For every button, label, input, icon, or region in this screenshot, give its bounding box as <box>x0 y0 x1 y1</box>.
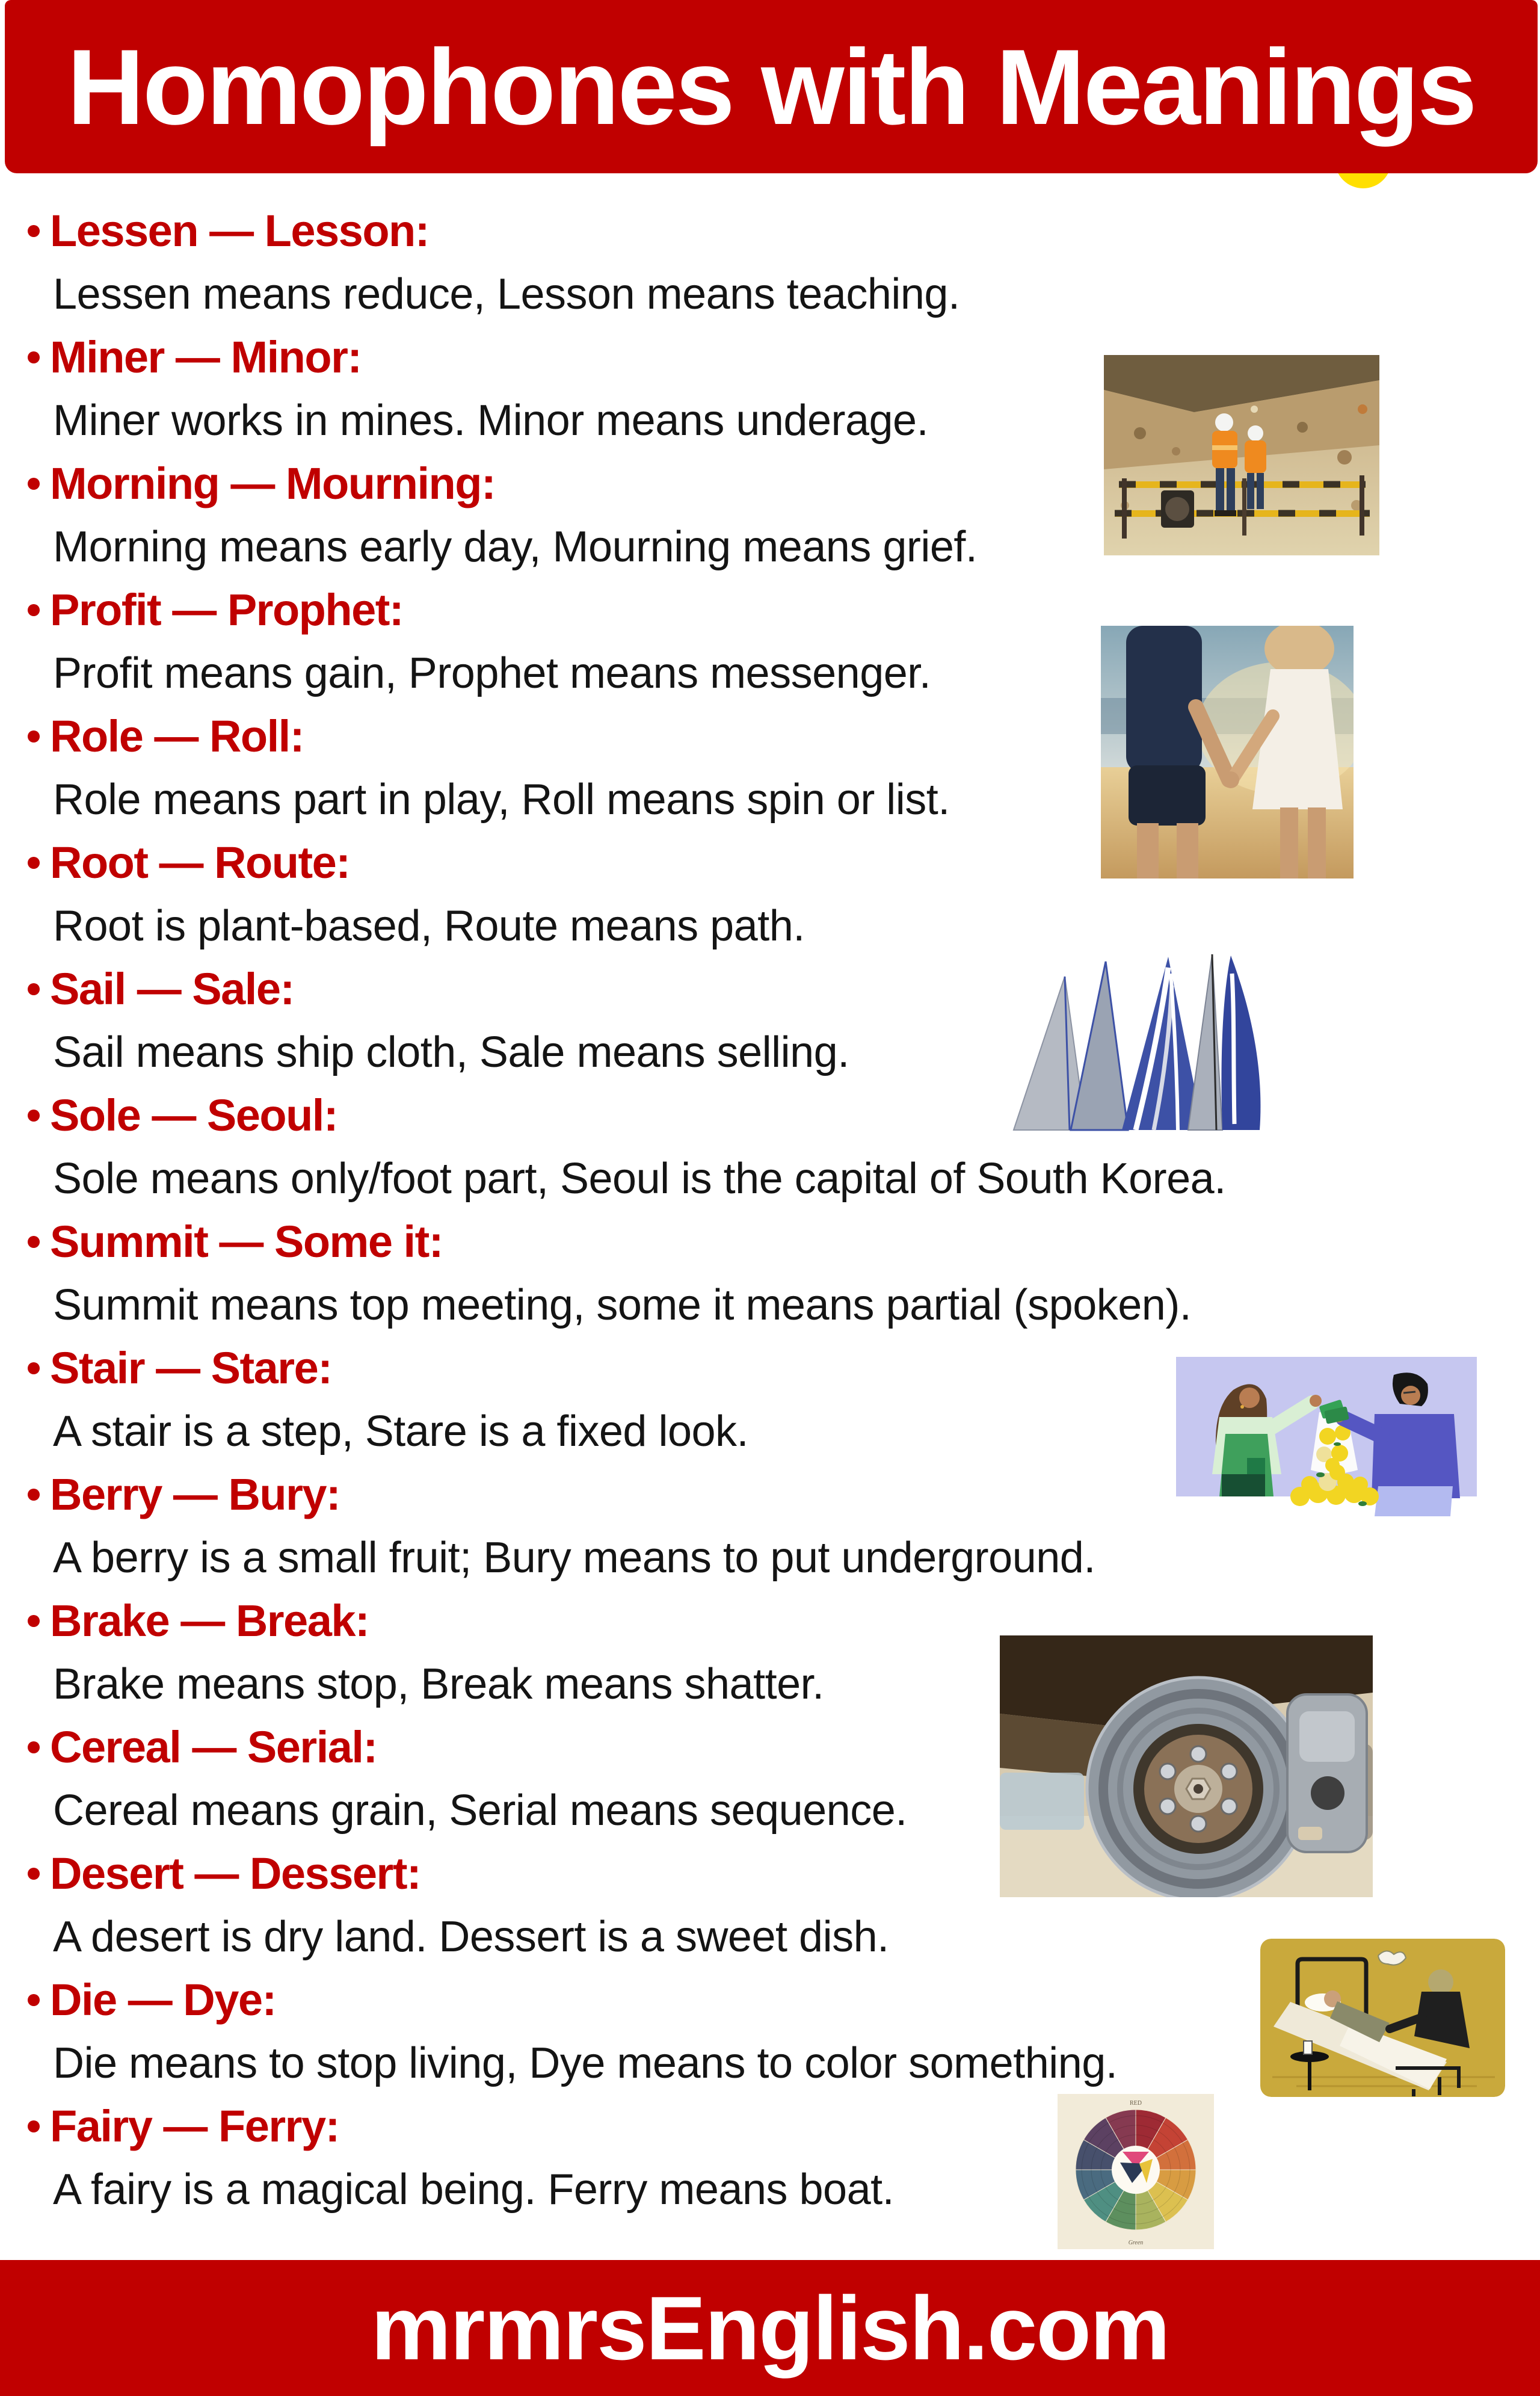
homophone-meaning: Root is plant-based, Route means path. <box>53 901 805 950</box>
list-item <box>0 1210 1540 1336</box>
bullet-icon <box>28 1110 40 1122</box>
svg-text:Green: Green <box>1128 2240 1144 2246</box>
homophone-meaning: Die means to stop living, Dye means to color something. <box>53 2039 1118 2087</box>
bullet-icon <box>28 351 40 363</box>
sailboat-sails-image <box>1005 949 1263 1133</box>
bullet-icon <box>28 1236 40 1248</box>
pair-line <box>0 957 1540 1020</box>
meaning-line <box>0 262 1540 326</box>
bullet-icon <box>28 1615 40 1627</box>
homophone-meaning: Miner works in mines. Minor means underage. <box>53 396 929 445</box>
homophone-pair: Miner — Minor: <box>50 332 362 382</box>
homophone-pair: Role — Roll: <box>50 711 304 761</box>
homophone-meaning: Summit means top meeting, some it means partial (spoken). <box>53 1280 1192 1329</box>
bullet-icon <box>28 730 40 743</box>
pair-line <box>0 199 1540 262</box>
page-title: Homophones with Meanings <box>67 26 1476 147</box>
deathbed-scene-illustration <box>1260 1939 1505 2097</box>
homophone-meaning: Morning means early day, Mourning means grief. <box>53 522 978 571</box>
meaning-line <box>0 2158 1540 2221</box>
homophone-meaning: Brake means stop, Break means shatter. <box>53 1660 824 1708</box>
meaning-line <box>0 1526 1540 1589</box>
homophone-meaning: Sail means ship cloth, Sale means selling. <box>53 1028 849 1076</box>
homophone-meaning: Cereal means grain, Serial means sequence. <box>53 1786 907 1835</box>
mine-workers-photo <box>1104 355 1379 555</box>
bullet-icon <box>28 1741 40 1753</box>
lemon-market-illustration <box>1176 1357 1477 1516</box>
homophone-meaning: A berry is a small fruit; Bury means to put underground. <box>53 1533 1095 1582</box>
pair-line <box>0 2095 1540 2158</box>
svg-text:RED: RED <box>1130 2100 1142 2107</box>
header-banner <box>5 0 1538 173</box>
homophone-pair: Cereal — Serial: <box>50 1722 377 1772</box>
homophone-meaning: Profit means gain, Prophet means messenger. <box>53 649 931 697</box>
homophone-pair: Fairy — Ferry: <box>50 2101 339 2151</box>
homophone-pair: Brake — Break: <box>50 1596 369 1646</box>
homophone-pair: Die — Dye: <box>50 1975 276 2025</box>
homophone-meaning: Role means part in play, Roll means spin or list. <box>53 775 950 824</box>
homophone-pair: Sail — Sale: <box>50 964 294 1014</box>
bullet-icon <box>28 478 40 490</box>
bullet-icon <box>28 1362 40 1374</box>
homophone-pair: Stair — Stare: <box>50 1343 332 1393</box>
car-brake-disc-photo <box>1000 1635 1373 1897</box>
homophone-pair: Lessen — Lesson: <box>50 206 429 256</box>
meaning-line <box>0 894 1540 957</box>
homophone-meaning: A fairy is a magical being. Ferry means boat. <box>53 2165 895 2214</box>
bullet-icon <box>28 983 40 995</box>
homophone-meaning: A desert is dry land. Dessert is a sweet dish. <box>53 1912 889 1961</box>
meaning-line <box>0 1273 1540 1336</box>
homophone-pair: Desert — Dessert: <box>50 1848 421 1898</box>
list-item <box>0 1084 1540 1210</box>
meaning-line <box>0 1147 1540 1210</box>
homophone-pair: Profit — Prophet: <box>50 585 404 635</box>
homophone-pair: Berry — Bury: <box>50 1469 340 1519</box>
homophone-meaning: A stair is a step, Stare is a fixed look. <box>53 1407 749 1456</box>
color-wheel-image <box>1058 2094 1214 2249</box>
list-item <box>0 2095 1540 2221</box>
list-item <box>0 957 1540 1084</box>
homophone-pair: Sole — Seoul: <box>50 1090 338 1140</box>
homophone-pair: Summit — Some it: <box>50 1217 443 1267</box>
couple-holding-hands-photo <box>1101 626 1354 878</box>
bullet-icon <box>28 1994 40 2006</box>
pair-line <box>0 1084 1540 1147</box>
bullet-icon <box>28 2120 40 2132</box>
homophone-pair: Morning — Mourning: <box>50 459 496 508</box>
bullet-icon <box>28 225 40 237</box>
homophone-pair: Root — Route: <box>50 838 350 888</box>
footer-banner <box>0 2260 1540 2396</box>
bullet-icon <box>28 604 40 616</box>
meaning-line <box>0 1020 1540 1084</box>
bullet-icon <box>28 857 40 869</box>
bullet-icon <box>28 1868 40 1880</box>
bullet-icon <box>28 1489 40 1501</box>
homophone-meaning: Sole means only/foot part, Seoul is the capital of South Korea. <box>53 1154 1226 1203</box>
list-item <box>0 199 1540 326</box>
homophone-meaning: Lessen means reduce, Lesson means teaching. <box>53 270 960 318</box>
website-name: mrmrsEnglish.com <box>371 2277 1169 2379</box>
pair-line <box>0 1210 1540 1273</box>
